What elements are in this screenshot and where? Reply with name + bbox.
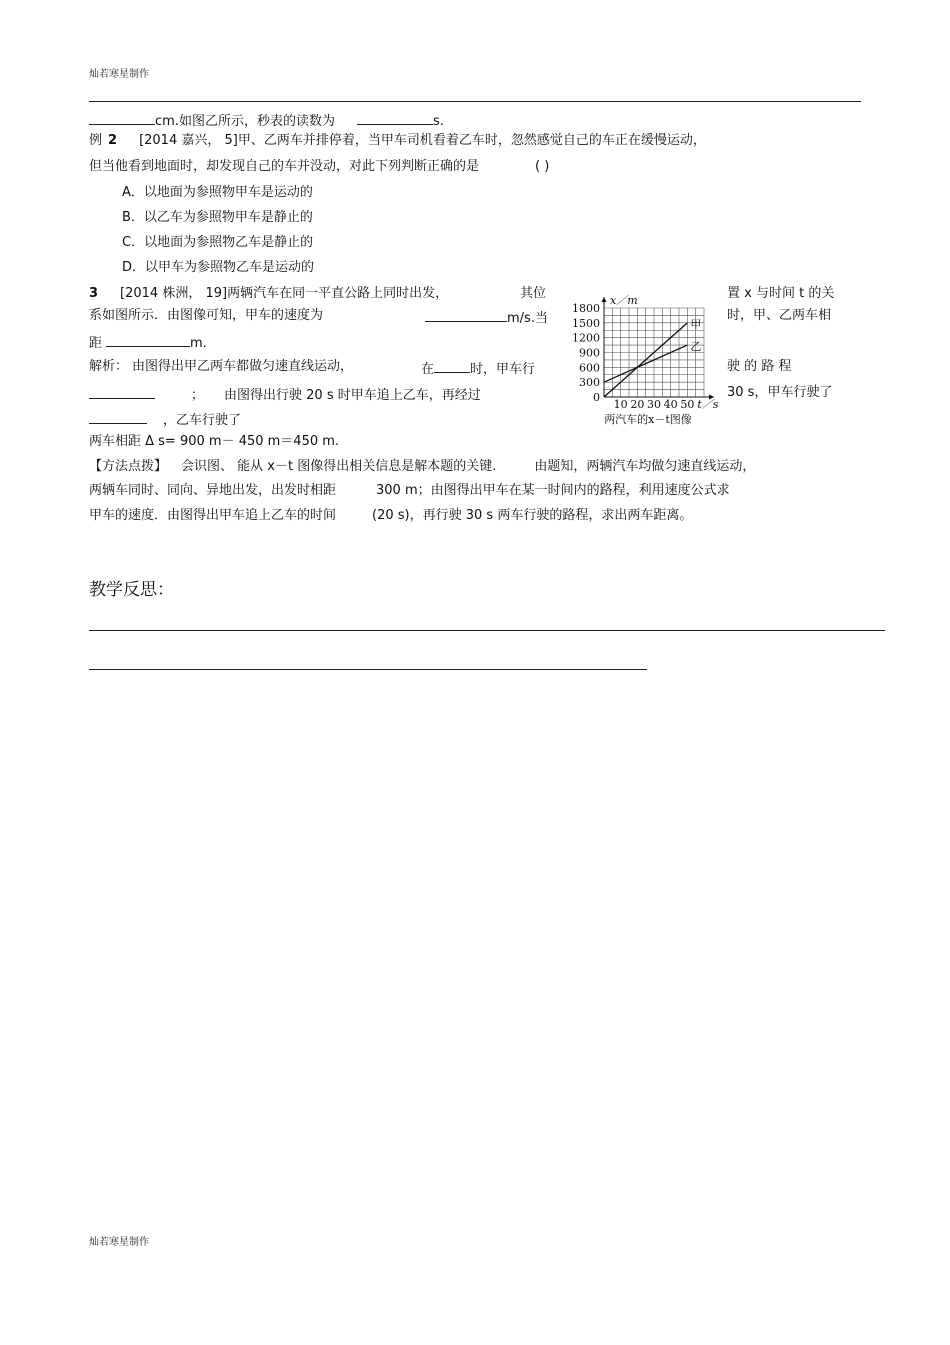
method-line3 xyxy=(89,509,692,522)
analysis-line1-mid xyxy=(421,360,535,376)
x-tick-label: 20 xyxy=(630,398,645,411)
x-tick-label: 10 xyxy=(613,398,628,411)
answer-blank[interactable] xyxy=(89,411,147,424)
example-label: 例 xyxy=(89,133,103,148)
option-d: D．以甲车为参照物乙车是运动的 xyxy=(122,260,315,275)
y-tick-label: 1500 xyxy=(572,316,600,330)
analysis-text: ； xyxy=(191,388,205,403)
question-text: m. xyxy=(190,336,207,351)
q3-line2-mid xyxy=(425,309,548,325)
analysis-text: 在 xyxy=(421,362,435,377)
analysis-text: 由图得出甲乙两车都做匀速直线运动， xyxy=(132,359,354,374)
method-text: 由题知，两辆汽车均做匀速直线运动， xyxy=(534,459,756,474)
analysis-text: 时，甲车行 xyxy=(470,362,536,377)
example-text: 甲、乙两车并排停着，当甲车司机看着乙车时，忽然感觉自己的车正在缓慢运动， xyxy=(237,133,706,148)
analysis-line3 xyxy=(89,411,241,427)
q3-line2-right: 时，甲、乙两车相 xyxy=(727,308,832,323)
x-axis-label: t／s xyxy=(697,398,719,411)
distance-line: 两车相距 Δ s= 900 m－ 450 m＝450 m. xyxy=(89,434,340,449)
method-line2 xyxy=(89,484,730,497)
example2-line1 xyxy=(89,134,706,147)
header-rule xyxy=(89,101,861,102)
analysis-line1-left xyxy=(89,360,353,373)
series-label: 甲 xyxy=(690,317,702,331)
answer-blank[interactable] xyxy=(357,112,433,125)
xt-chart xyxy=(566,293,719,429)
question-source: [2014 株洲， 19] xyxy=(120,286,228,301)
option-c: C．以地面为参照物乙车是静止的 xyxy=(122,235,314,250)
analysis-line2-right: 30 s，甲车行驶了 xyxy=(727,385,833,400)
question-text: 两辆汽车在同一平直公路上同时出发， xyxy=(227,286,449,301)
question-number: 3 xyxy=(89,286,99,301)
y-tick-label: 1200 xyxy=(572,331,600,345)
analysis-label: 解析： xyxy=(89,359,129,374)
page-footer: 灿若寒星制作 xyxy=(89,1237,149,1248)
analysis-text: ，乙车行驶了 xyxy=(163,413,242,428)
answer-blank[interactable] xyxy=(89,386,155,399)
q3-line1-left xyxy=(89,287,448,300)
q3-line1-right: 置 x 与时间 t 的关 xyxy=(727,286,835,301)
y-tick-label: 300 xyxy=(579,376,600,390)
method-text: 300 m；由图得出甲车在某一时间内的路程，利用速度公式求 xyxy=(376,483,730,498)
q3-line3 xyxy=(89,334,207,350)
method-label: 【方法点拨】 xyxy=(89,459,168,474)
analysis-line2-left xyxy=(89,386,481,402)
chart-title: 两汽车的x－t图像 xyxy=(604,413,692,426)
example-source: [2014 嘉兴， 5] xyxy=(139,133,238,148)
analysis-line1-right: 驶 的 路 程 xyxy=(727,359,792,374)
reflection-line[interactable] xyxy=(89,669,647,670)
y-tick-label: 600 xyxy=(579,361,600,375)
example-number: 2 xyxy=(108,133,118,148)
page-header: 灿若寒星制作 xyxy=(89,69,149,80)
x-tick-label: 40 xyxy=(663,398,678,411)
x-tick-label: 50 xyxy=(680,398,695,411)
question-text: 距 xyxy=(89,336,103,351)
line-stopwatch xyxy=(89,112,444,128)
question-text: m/s.当 xyxy=(507,311,548,326)
q3-line1-mid: 其位 xyxy=(520,286,547,301)
reflection-line[interactable] xyxy=(89,630,885,631)
option-a: A．以地面为参照物甲车是运动的 xyxy=(122,185,313,200)
method-text: (20 s)，再行驶 30 s 两车行驶的路程，求出两车距离。 xyxy=(372,508,693,523)
y-axis-arrow xyxy=(602,297,607,302)
line1-unit: s. xyxy=(432,114,444,129)
method-text: 甲车的速度．由图得出甲车追上乙车的时间 xyxy=(89,508,337,523)
option-b: B．以乙车为参照物甲车是静止的 xyxy=(122,210,313,225)
q3-line2-left: 系如图所示．由图像可知，甲车的速度为 xyxy=(89,308,324,323)
answer-blank[interactable] xyxy=(106,334,190,347)
answer-blank[interactable] xyxy=(434,360,470,373)
answer-blank[interactable] xyxy=(89,112,155,125)
reflection-title: 教学反思： xyxy=(89,580,174,600)
example2-line2 xyxy=(89,160,549,173)
answer-blank[interactable] xyxy=(425,309,507,322)
method-line1 xyxy=(89,460,755,473)
example-text: 但当他看到地面时，却发现自己的车并没动，对此下列判断正确的是 xyxy=(89,159,480,174)
answer-paren[interactable]: ( ) xyxy=(535,159,550,174)
y-tick-label: 900 xyxy=(579,346,600,360)
analysis-text: 由图得出行驶 20 s 时甲车追上乙车，再经过 xyxy=(224,388,481,403)
y-tick-label: 0 xyxy=(593,391,600,404)
x-tick-label: 30 xyxy=(647,398,661,411)
method-text: 会识图、 能从 x－t 图像得出相关信息是解本题的关键. xyxy=(181,459,497,474)
series-label: 乙 xyxy=(690,340,702,354)
y-tick-label: 1800 xyxy=(572,302,600,315)
y-axis-label: x／m xyxy=(610,294,638,307)
line1-text: cm.如图乙所示，秒表的读数为 xyxy=(155,114,335,129)
method-text: 两辆车同时、同向、异地出发，出发时相距 xyxy=(89,483,337,498)
